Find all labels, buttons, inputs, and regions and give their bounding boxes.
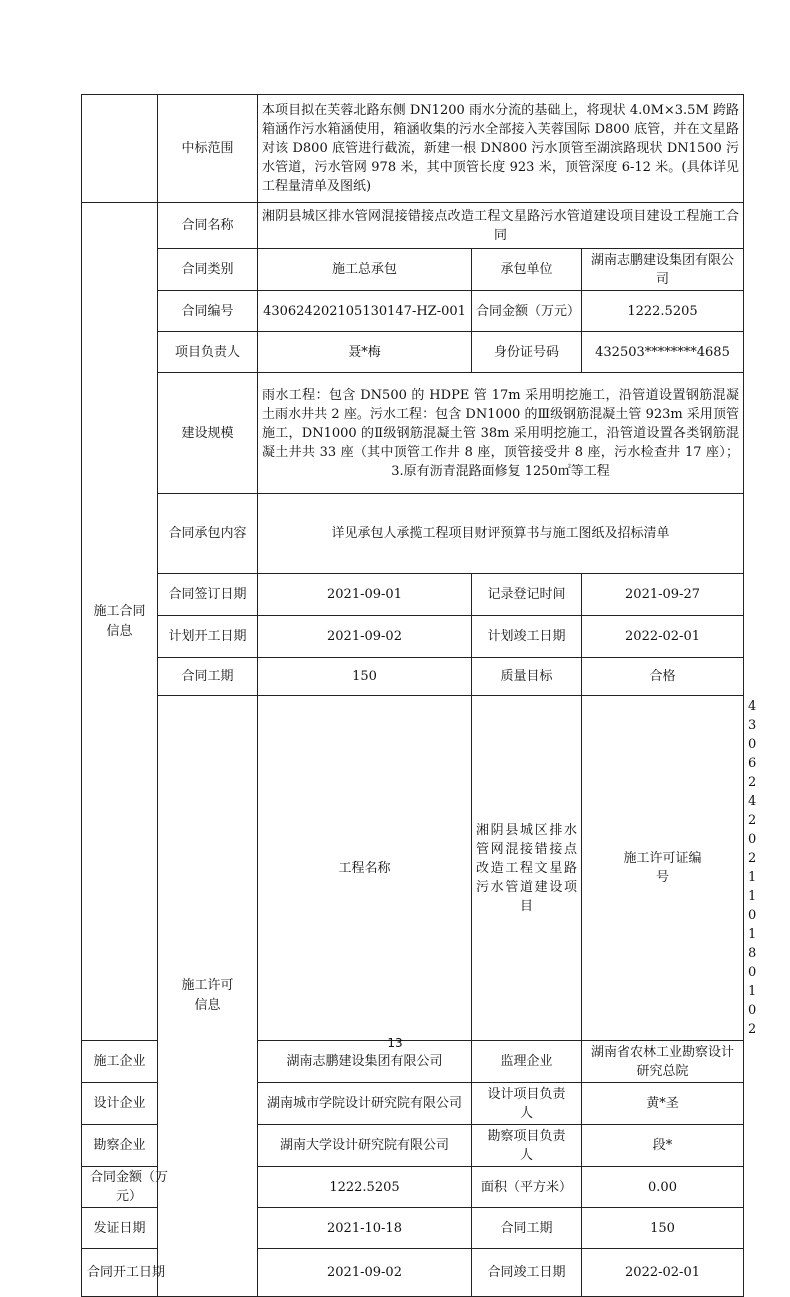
contract-name-label: 合同名称 (158, 203, 258, 249)
permit-project-label: 工程名称 (258, 696, 472, 1041)
permit-start-label: 合同开工日期 (82, 1249, 158, 1297)
builder-label: 施工企业 (82, 1041, 158, 1083)
scale-value: 雨水工程：包含 DN500 的 HDPE 管 17m 采用明挖施工，沿管道设置钢筋混凝土雨水井共 2 座。污水工程：包含 DN1000 的Ⅲ级钢筋混凝土管 923m 采用顶管施工，DN1000 的Ⅱ级钢筋混凝土管 38m 采用明挖施工，沿管道设置各类钢筋混凝土井共 33 座（其中顶管工作井 8 座，顶管接受井 8 座，污水检查井 17 座）；3.原有沥青混路面修复 1250㎡等工程 (258, 373, 744, 494)
contract-type-label: 合同类别 (158, 249, 258, 291)
contractor-label: 承包单位 (472, 249, 582, 291)
issue-value: 2021-10-18 (258, 1208, 472, 1249)
quality-label: 质量目标 (472, 658, 582, 696)
permit-duration-value: 150 (582, 1208, 744, 1249)
permit-end-value: 2022-02-01 (582, 1249, 744, 1297)
page-number: 13 (387, 1036, 403, 1050)
permit-no-label: 施工许可证编号 (582, 696, 744, 1041)
spacer-cell (82, 95, 158, 203)
scale-label: 建设规模 (158, 373, 258, 494)
quality-value: 合格 (582, 658, 744, 696)
content-row (82, 494, 744, 574)
issue-label: 发证日期 (82, 1208, 158, 1249)
plan-start-value: 2021-09-02 (258, 616, 472, 658)
contract-number-value: 430624202105130147-HZ-001 (258, 291, 472, 332)
design-manager-label: 设计项目负责人 (472, 1083, 582, 1125)
survey-label: 勘察企业 (82, 1125, 158, 1167)
contract-amount-label: 合同金额（万元） (472, 291, 582, 332)
content-label: 合同承包内容 (158, 494, 258, 574)
contract-type-value: 施工总承包 (258, 249, 472, 291)
permit-project-row: 施工许可信息 工程名称 湘阴县城区排水管网混接错接点改造工程文星路污水管道建设项目 施工许可证编号 430624202110180102 (82, 696, 744, 1041)
permit-end-label: 合同竣工日期 (472, 1249, 582, 1297)
supervisor-value: 湖南省农林工业勘察设计研究总院 (582, 1041, 744, 1083)
sign-date-row (82, 574, 744, 616)
contract-name-value: 湘阴县城区排水管网混接错接点改造工程文星路污水管道建设项目建设工程施工合同 (258, 203, 744, 249)
permit-start-value: 2021-09-02 (258, 1249, 472, 1297)
design-value: 湖南城市学院设计研究院有限公司 (258, 1083, 472, 1125)
manager-label: 项目负责人 (158, 332, 258, 373)
supervisor-label: 监理企业 (472, 1041, 582, 1083)
contract-amount-value: 1222.5205 (582, 291, 744, 332)
scope-label: 中标范围 (158, 95, 258, 203)
contract-type-row (82, 249, 744, 291)
manager-value: 聂*梅 (258, 332, 472, 373)
record-time-label: 记录登记时间 (472, 574, 582, 616)
id-label: 身份证号码 (472, 332, 582, 373)
design-manager-value: 黄*圣 (582, 1083, 744, 1125)
permit-duration-label: 合同工期 (472, 1208, 582, 1249)
scale-row (82, 373, 744, 494)
project-info-table (81, 94, 757, 1297)
contract-section-label: 施工合同信息 (82, 203, 158, 1041)
area-label: 面积（平方米） (472, 1167, 582, 1208)
survey-manager-value: 段* (582, 1125, 744, 1167)
survey-value: 湖南大学设计研究院有限公司 (258, 1125, 472, 1167)
duration-row (82, 658, 744, 696)
content-value: 详见承包人承揽工程项目财评预算书与施工图纸及招标清单 (258, 494, 744, 574)
contractor-value: 湖南志鹏建设集团有限公司 (582, 249, 744, 291)
survey-manager-label: 勘察项目负责人 (472, 1125, 582, 1167)
plan-date-row (82, 616, 744, 658)
design-label: 设计企业 (82, 1083, 158, 1125)
permit-project-value: 湘阴县城区排水管网混接错接点改造工程文星路污水管道建设项目 (472, 696, 582, 1041)
record-time-value: 2021-09-27 (582, 574, 744, 616)
plan-start-label: 计划开工日期 (158, 616, 258, 658)
sign-date-value: 2021-09-01 (258, 574, 472, 616)
area-value: 0.00 (582, 1167, 744, 1208)
permit-amount-value: 1222.5205 (258, 1167, 472, 1208)
manager-row (82, 332, 744, 373)
builder-value: 湖南志鹏建设集团有限公司 (258, 1041, 472, 1083)
id-value: 432503********4685 (582, 332, 744, 373)
permit-section-label: 施工许可信息 (158, 696, 258, 1297)
contract-number-label: 合同编号 (158, 291, 258, 332)
scope-row (82, 95, 744, 203)
plan-end-label: 计划竣工日期 (472, 616, 582, 658)
plan-end-value: 2022-02-01 (582, 616, 744, 658)
scope-text: 本项目拟在芙蓉北路东侧 DN1200 雨水分流的基础上，将现状 4.0M×3.5M 跨路箱涵作污水箱涵使用，箱涵收集的污水全部接入芙蓉国际 D800 底管，并在文星路对该 D800 底管进行截流，新建一根 DN800 污水顶管至湖滨路现状 DN1500 污水管道，污水管网 978 米，其中顶管长度 923 米，顶管深度 6-12 米。(具体详见工程量清单及图纸) (258, 95, 744, 203)
sign-date-label: 合同签订日期 (158, 574, 258, 616)
duration-label: 合同工期 (158, 658, 258, 696)
duration-value: 150 (258, 658, 472, 696)
permit-amount-label: 合同金额（万元） (82, 1167, 158, 1208)
contract-name-row (82, 203, 744, 249)
contract-number-row (82, 291, 744, 332)
